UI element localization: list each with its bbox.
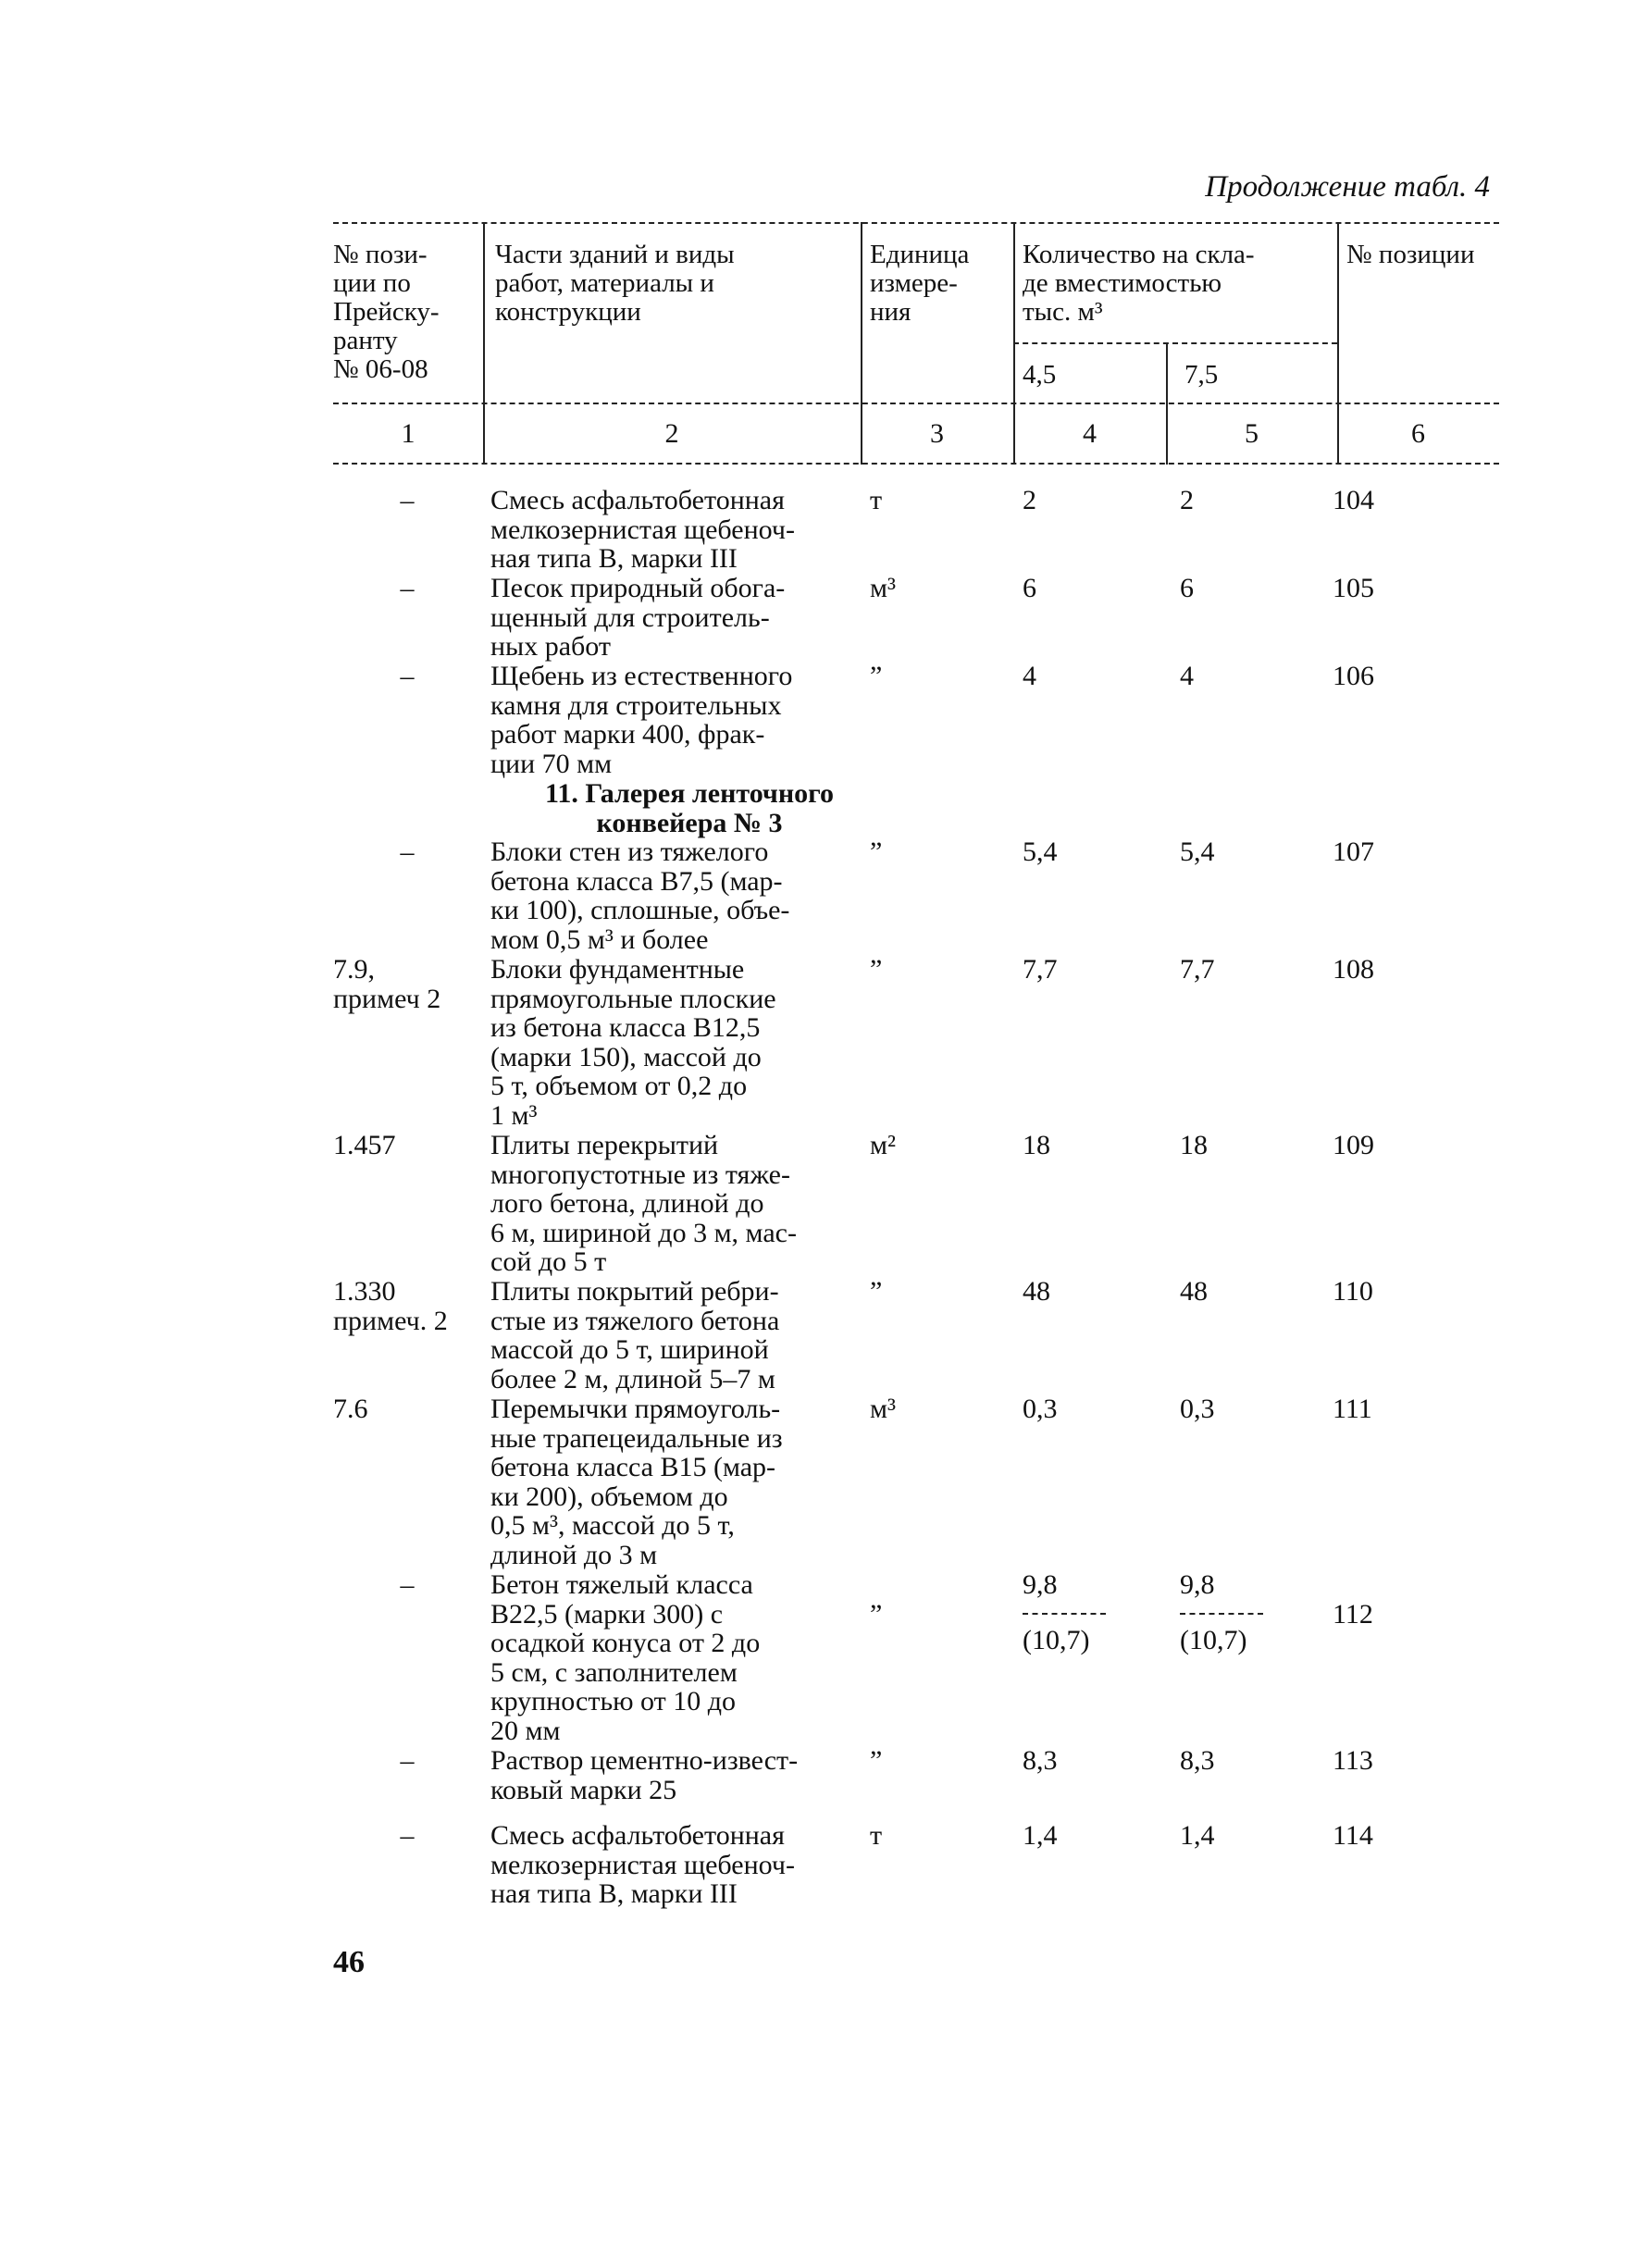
row-qty-4-5: 6 xyxy=(1023,573,1036,603)
row-description: Блоки стен из тяжелого бетона класса В7,5 (мар- ки 100), сплошные, объе- мом 0,5 м³ и более xyxy=(490,837,790,955)
row-position: 7.6 xyxy=(333,1394,368,1424)
row-qty-7-5: 6 xyxy=(1180,573,1194,603)
header-bottom-rule xyxy=(333,403,1499,404)
row-qty-4-5: 7,7 xyxy=(1023,954,1058,985)
column-number-6: 6 xyxy=(1411,418,1425,449)
table-caption: Продолжение табл. 4 xyxy=(1205,170,1490,204)
row-number: 114 xyxy=(1333,1820,1373,1851)
row-qty-4-5: 2 xyxy=(1023,485,1036,515)
row-qty-4-5: 9,8 xyxy=(1023,1569,1058,1600)
row-position: – xyxy=(400,573,415,603)
header-quantity: Количество на скла- де вместимостью тыс. м³ xyxy=(1023,240,1255,327)
row-qty-7-5: 7,7 xyxy=(1180,954,1215,985)
row-description: Песок природный обога- щенный для строитель- ных работ xyxy=(490,573,786,662)
row-number: 110 xyxy=(1333,1276,1373,1307)
subheader-rule xyxy=(1013,342,1337,344)
header-position-prices: № пози- ции по Прейску- ранту № 06-08 xyxy=(333,240,440,384)
fraction-bar xyxy=(1180,1613,1263,1615)
row-unit: ” xyxy=(870,1745,883,1776)
page-number: 46 xyxy=(333,1945,365,1979)
header-capacity-7-5: 7,5 xyxy=(1184,360,1219,390)
header-position-number: № позиции xyxy=(1346,240,1475,269)
row-qty-4-5: 0,3 xyxy=(1023,1394,1058,1424)
colnum-bottom-rule xyxy=(333,463,1499,465)
header-unit: Единица измере- ния xyxy=(870,240,970,327)
row-number: 111 xyxy=(1333,1394,1372,1424)
row-unit: м³ xyxy=(870,1394,896,1424)
header-work-types: Части зданий и виды работ, материалы и конструкции xyxy=(495,240,735,327)
row-unit: м³ xyxy=(870,573,896,603)
fraction-bar xyxy=(1023,1613,1106,1615)
row-qty-7-5-fraction xyxy=(1180,1570,1291,1655)
row-description: Смесь асфальтобетонная мелкозернистая щебеноч- ная типа В, марки III xyxy=(490,485,795,574)
table-top-rule xyxy=(333,222,1499,224)
row-description: Щебень из естественного камня для строительных работ марки 400, фрак- ции 70 мм xyxy=(490,661,793,779)
row-description: Бетон тяжелый класса В22,5 (марки 300) с осадкой конуса от 2 до 5 см, с заполнителем крупностью от 10 до 20 мм xyxy=(490,1569,761,1746)
row-number: 107 xyxy=(1333,837,1374,867)
row-qty-7-5: 2 xyxy=(1180,485,1194,515)
row-unit: т xyxy=(870,1820,883,1851)
column-number-4: 4 xyxy=(1083,418,1097,449)
row-qty-7-5: 5,4 xyxy=(1180,837,1215,867)
row-description: Плиты покрытий ребри- стые из тяжелого бетона массой до 5 т, шириной более 2 м, длиной 5–7 м xyxy=(490,1276,780,1394)
row-description: Блоки фундаментные прямоугольные плоские из бетона класса В12,5 (марки 150), массой до 5 т, объемом от 0,2 до 1 м³ xyxy=(490,954,776,1131)
column-number-3: 3 xyxy=(930,418,944,449)
section-heading: 11. Галерея ленточного конвейера № 3 xyxy=(544,778,834,838)
row-number: 109 xyxy=(1333,1130,1374,1160)
row-number: 112 xyxy=(1333,1599,1373,1630)
row-qty-4-5: 4 xyxy=(1023,661,1036,691)
column-number-1: 1 xyxy=(401,418,415,449)
row-unit: ” xyxy=(870,661,883,691)
row-qty-4-5-fraction xyxy=(1023,1570,1134,1655)
column-number-5: 5 xyxy=(1245,418,1259,449)
row-qty-7-5-alt: (10,7) xyxy=(1180,1624,1247,1655)
row-qty-4-5: 5,4 xyxy=(1023,837,1058,867)
row-unit: ” xyxy=(870,1599,883,1630)
row-unit: ” xyxy=(870,837,883,867)
row-description: Перемычки прямоуголь- ные трапецеидальные из бетона класса В15 (мар- ки 200), объемом до 0,5 м³, массой до 5 т, длиной до 3 м xyxy=(490,1394,783,1570)
row-qty-4-5: 8,3 xyxy=(1023,1745,1058,1776)
row-position: 1.457 xyxy=(333,1130,396,1160)
row-position: – xyxy=(400,661,415,691)
row-qty-7-5: 9,8 xyxy=(1180,1569,1215,1600)
row-qty-7-5: 18 xyxy=(1180,1130,1208,1160)
row-qty-4-5: 18 xyxy=(1023,1130,1050,1160)
row-unit: ” xyxy=(870,1276,883,1307)
row-qty-4-5-alt: (10,7) xyxy=(1023,1624,1090,1655)
row-qty-7-5: 8,3 xyxy=(1180,1745,1215,1776)
row-qty-7-5: 48 xyxy=(1180,1276,1208,1307)
row-unit: м² xyxy=(870,1130,896,1160)
row-number: 104 xyxy=(1333,485,1374,515)
header-capacity-4-5: 4,5 xyxy=(1023,360,1057,390)
row-unit: ” xyxy=(870,954,883,985)
row-description: Смесь асфальтобетонная мелкозернистая щебеноч- ная типа В, марки III xyxy=(490,1820,795,1909)
row-position: – xyxy=(400,1569,415,1600)
row-number: 106 xyxy=(1333,661,1374,691)
row-qty-7-5: 0,3 xyxy=(1180,1394,1215,1424)
row-position: – xyxy=(400,837,415,867)
row-position: 1.330 примеч. 2 xyxy=(333,1276,448,1336)
row-unit: т xyxy=(870,485,883,515)
row-qty-7-5: 4 xyxy=(1180,661,1194,691)
row-qty-4-5: 48 xyxy=(1023,1276,1050,1307)
row-qty-7-5: 1,4 xyxy=(1180,1820,1215,1851)
row-position: – xyxy=(400,1745,415,1776)
row-position: – xyxy=(400,1820,415,1851)
column-number-2: 2 xyxy=(664,418,679,449)
row-number: 105 xyxy=(1333,573,1374,603)
row-description: Раствор цементно-извест- ковый марки 25 xyxy=(490,1745,799,1805)
row-number: 108 xyxy=(1333,954,1374,985)
row-position: 7.9, примеч 2 xyxy=(333,954,441,1014)
row-position: – xyxy=(400,485,415,515)
row-number: 113 xyxy=(1333,1745,1373,1776)
row-description: Плиты перекрытий многопустотные из тяже- лого бетона, длиной до 6 м, шириной до 3 м, мас- сой до 5 т xyxy=(490,1130,797,1277)
row-qty-4-5: 1,4 xyxy=(1023,1820,1058,1851)
